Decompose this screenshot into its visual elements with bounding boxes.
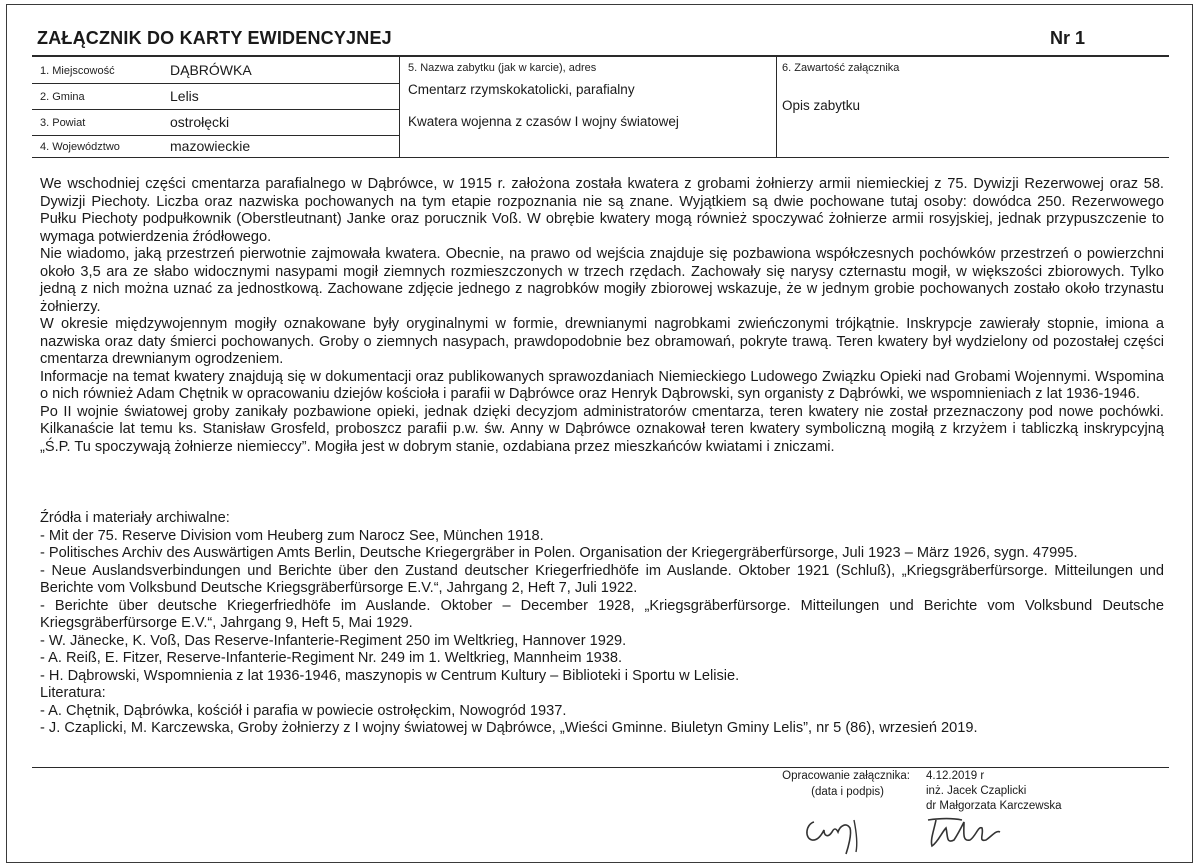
source-item: - W. Jänecke, K. Voß, Das Reserve-Infanterie-Regiment 250 im Weltkrieg, Hannover 1929. <box>40 632 627 649</box>
author-2: dr Małgorzata Karczewska <box>926 800 1062 812</box>
author-1: inż. Jacek Czaplicki <box>926 785 1027 797</box>
attachment-number: Nr 1 <box>1050 28 1086 48</box>
gmina-label: 2. Gmina <box>40 91 85 103</box>
nazwa-line2: Kwatera wojenna z czasów I wojny światowej <box>408 114 679 129</box>
table-row-rule <box>32 109 399 110</box>
literature-heading: Literatura: <box>40 685 106 701</box>
description-body <box>40 176 1164 456</box>
source-item: - Neue Auslandsverbindungen und Berichte über den Zustand deutscher Kriegerfriedhöfe im Auslande. Oktober 1921 (Schluß), „Kriegsgräberfürsorge. Mitteilungen und Berichte vom Volksbund Deutsche Kriegsgräberfürsorge E.V.“, Jahrgang 2, Heft 7, Juli 1922. <box>40 562 1164 596</box>
source-item: - Politisches Archiv des Auswärtigen Amts Berlin, Deutsche Kriegergräber in Polen. Organisation der Kriegergräberfürsorge, Juli 1923 – März 1926, sygn. 47995. <box>40 545 1078 561</box>
source-item: - A. Reiß, E. Fitzer, Reserve-Infanterie-Regiment Nr. 249 im 1. Weltkrieg, Mannheim 1938. <box>40 650 623 666</box>
miejscowosc-value: DĄBRÓWKA <box>170 62 252 78</box>
zawartosc-label: 6. Zawartość załącznika <box>782 62 900 74</box>
paragraph: Nie wiadomo, jaką przestrzeń pierwotnie zajmowała kwatera. Obecnie, na prawo od wejścia znajduje się pozbawiona współczesnych pochówków przestrzeń o powierzchni około 3,5 ara ze słabo widocznymi nasypami mogił ziemnych rozmieszczonych w trzech rzędach. Zachowały się narysy czternastu mogił, w większości zbiorowych. Tylko jedną z nich można uznać za jednostkową. Zachowane zdjęcie jednego z nagrobków mogiły zbiorowej wskazuje, że w jednym grobie pochowanych zostało około trzynastu żołnierzy. <box>40 246 1164 315</box>
wojewodztwo-label: 4. Województwo <box>40 141 120 153</box>
literature-item: - J. Czaplicki, M. Karczewska, Groby żołnierzy z I wojny światowej w Dąbrówce, „Wieści Gminne. Biuletyn Gminy Lelis”, nr 5 (86), wrzesień 2019. <box>40 720 978 736</box>
source-item: - H. Dąbrowski, Wspomnienia z lat 1936-1946, maszynopis w Centrum Kultury – Biblioteki i Sportu w Lelisie. <box>40 667 740 684</box>
powiat-label: 3. Powiat <box>40 117 86 129</box>
paragraph: W okresie międzywojennym mogiły oznakowane były oryginalnymi w formie, drewnianymi nagrobkami zwieńczonymi trójkątnie. Inskrypcje zawierały stopnie, imiona a nazwiska oraz daty śmierci pochowanych. Groby o ziemnych nasypach, prawdopodobnie bez obramowań, pokryte trawą. Teren kwatery był wydzielony od pozostałej części cmentarza drewnianym ogrodzeniem. <box>40 316 1164 367</box>
nazwa-line1: Cmentarz rzymskokatolicki, parafialny <box>408 82 635 97</box>
zawartosc-value: Opis zabytku <box>782 98 861 113</box>
source-item: - Mit der 75. Reserve Division vom Heuberg zum Narocz See, München 1918. <box>40 527 544 544</box>
wojewodztwo-value: mazowieckie <box>170 138 251 154</box>
paragraph: We wschodniej części cmentarza parafialnego w Dąbrówce, w 1915 r. założona została kwatera z grobami żołnierzy armii niemieckiej z 75. Dywizji Rezerwowej oraz 58. Dywizji Piechoty. Liczba oraz nazwiska pochowanych na tym etapie rozpoznania nie są znane. Wyjątkiem są dwie pochowane tutaj osoby: dowódca 250. Rezerwowego Pułku Piechoty podpułkownik (Oberstleutnant) Janke oraz porucznik Voß. W obrębie kwatery mogą również spoczywać żołnierze armii rosyjskiej, jednak przypuszczenie to wymaga potwierdzenia źródłowego. <box>40 176 1164 245</box>
table-bottom-rule <box>32 157 1169 158</box>
sources-section <box>40 510 1164 738</box>
footer-rule <box>32 767 1169 768</box>
table-col-rule <box>399 56 400 158</box>
table-row-rule <box>32 83 399 84</box>
page-title: ZAŁĄCZNIK DO KARTY EWIDENCYJNEJ <box>37 28 392 48</box>
prepared-date: 4.12.2019 r <box>926 770 985 782</box>
signature-karczewska <box>922 812 1012 852</box>
literature-item: - A. Chętnik, Dąbrówka, kościół i parafia w powiecie ostrołęckim, Nowogród 1937. <box>40 702 567 719</box>
nazwa-label: 5. Nazwa zabytku (jak w karcie), adres <box>408 62 597 74</box>
table-col-rule <box>776 56 777 158</box>
sources-heading: Źródła i materiały archiwalne: <box>40 510 230 526</box>
gmina-value: Lelis <box>170 88 199 104</box>
table-row-rule <box>32 135 399 136</box>
powiat-value: ostrołęcki <box>170 114 230 130</box>
date-signature-label: (data i podpis) <box>811 786 884 798</box>
paragraph: Po II wojnie światowej groby zanikały pozbawione opieki, jednak dzięki decyzjom administratorów cmentarza, teren kwatery nie został przeznaczony pod nowe pochówki. Kilkanaście lat temu ks. Stanisław Grosfeld, proboszcz parafii p.w. św. Anny w Dąbrówce oznakował teren kwatery symboliczną mogiłą z krzyżem i tabliczką inskrypcyjną „Ś.P. Tu spoczywają żołnierze niemieccy”. Mogiła jest w dobrym stanie, ozdabiana przez mieszkańców kwiatami i zniczami. <box>40 403 1164 455</box>
prepared-by-label: Opracowanie załącznika: <box>782 770 910 782</box>
paragraph: Informacje na temat kwatery znajdują się w dokumentacji oraz publikowanych sprawozdaniach Niemieckiego Ludowego Związku Opieki nad Grobami Wojennymi. Wspomina o nich również Adam Chętnik w opracowaniu dziejów kościoła i parafii w Dąbrówce oraz Henryk Dąbrowski, syn organisty z Dąbrówki, we wspomnieniach z lat 1936-1946. <box>40 368 1164 402</box>
source-item: - Berichte über deutsche Kriegerfriedhöfe im Auslande. Oktober – December 1928, „Kriegsgräberfürsorge. Mitteilungen und Berichte vom Volksbund Deutsche Kriegsgräberfürsorge E.V.“, Jahrgang 9, Heft 5, Mai 1929. <box>40 597 1164 631</box>
miejscowosc-label: 1. Miejscowość <box>40 65 115 77</box>
signature-czaplicki <box>800 808 870 858</box>
table-top-rule <box>32 55 1169 57</box>
